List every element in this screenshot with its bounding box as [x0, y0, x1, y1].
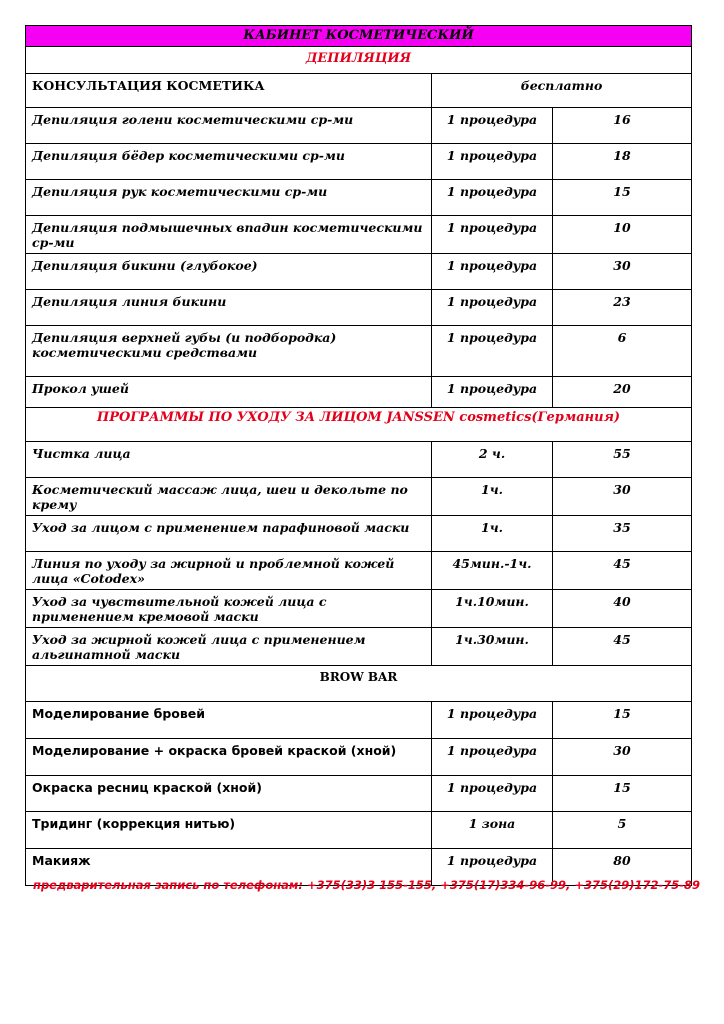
service-name: Линия по уходу за жирной и проблемной кожей лица «Cotodex»	[26, 552, 432, 590]
service-name: Прокол ушей	[26, 377, 432, 408]
table-row	[26, 776, 692, 812]
section-title-brow: BROW BAR	[26, 666, 692, 702]
brow-list	[26, 702, 692, 886]
service-name: Депиляция бёдер косметическими ср-ми	[26, 144, 432, 180]
service-unit: 1 зона	[432, 812, 553, 849]
service-price: 15	[553, 776, 692, 812]
table-row	[26, 812, 692, 849]
table-row	[26, 590, 692, 628]
section-row-face	[26, 408, 692, 442]
service-name: Депиляция линия бикини	[26, 290, 432, 326]
service-price: 30	[553, 739, 692, 776]
service-price: 10	[553, 216, 692, 254]
service-price: 55	[553, 442, 692, 478]
consultation-price: бесплатно	[432, 74, 692, 108]
service-name: Депиляция голени косметическими ср-ми	[26, 108, 432, 144]
booking-note: предварительная запись по телефонам: +375(33)3 155-155, +375(17)334-96-99, +375(29)172-75-89	[33, 878, 701, 892]
price-list	[25, 25, 691, 886]
service-name: Депиляция бикини (глубокое)	[26, 254, 432, 290]
table-row	[26, 216, 692, 254]
service-price: 40	[553, 590, 692, 628]
service-unit: 1 процедура	[432, 377, 553, 408]
service-unit: 1 процедура	[432, 290, 553, 326]
table-row	[26, 739, 692, 776]
table-row	[26, 108, 692, 144]
depilation-list	[26, 108, 692, 408]
table-row	[26, 628, 692, 666]
service-price: 23	[553, 290, 692, 326]
service-price: 16	[553, 108, 692, 144]
service-price: 35	[553, 516, 692, 552]
table-row	[26, 377, 692, 408]
service-price: 30	[553, 254, 692, 290]
table-row	[26, 442, 692, 478]
page-title: КАБИНЕТ КОСМЕТИЧЕСКИЙ	[26, 26, 692, 47]
section-title-face: ПРОГРАММЫ ПО УХОДУ ЗА ЛИЦОМ JANSSEN cosmetics(Германия)	[26, 408, 692, 442]
section-title-depilation: ДЕПИЛЯЦИЯ	[26, 47, 692, 74]
service-unit: 1 процедура	[432, 776, 553, 812]
table-row	[26, 180, 692, 216]
service-name: Моделирование + окраска бровей краской (хной)	[26, 739, 432, 776]
service-price: 45	[553, 628, 692, 666]
service-price: 80	[553, 849, 692, 886]
table-row	[26, 144, 692, 180]
service-price: 20	[553, 377, 692, 408]
table-row	[26, 478, 692, 516]
service-unit: 1 процедура	[432, 702, 553, 739]
service-unit: 1 процедура	[432, 254, 553, 290]
service-price: 15	[553, 702, 692, 739]
service-name: Депиляция подмышечных впадин косметическими ср-ми	[26, 216, 432, 254]
service-unit: 45мин.-1ч.	[432, 552, 553, 590]
service-unit: 2 ч.	[432, 442, 553, 478]
title-row	[26, 26, 692, 47]
table-row	[26, 702, 692, 739]
price-table	[25, 25, 692, 886]
service-unit: 1 процедура	[432, 739, 553, 776]
service-name: Уход за жирной кожей лица с применением альгинатной маски	[26, 628, 432, 666]
service-price: 18	[553, 144, 692, 180]
service-name: Моделирование бровей	[26, 702, 432, 739]
service-price: 30	[553, 478, 692, 516]
service-unit: 1 процедура	[432, 849, 553, 886]
service-name: Косметический массаж лица, шеи и декольте по крему	[26, 478, 432, 516]
table-row	[26, 290, 692, 326]
service-unit: 1 процедура	[432, 144, 553, 180]
consultation-row	[26, 74, 692, 108]
service-price: 5	[553, 812, 692, 849]
service-name: Депиляция рук косметическими ср-ми	[26, 180, 432, 216]
face-list	[26, 442, 692, 666]
service-name: Окраска ресниц краской (хной)	[26, 776, 432, 812]
consultation-name: КОНСУЛЬТАЦИЯ КОСМЕТИКА	[26, 74, 432, 108]
section-row-depilation	[26, 47, 692, 74]
table-row	[26, 552, 692, 590]
section-row-brow	[26, 666, 692, 702]
service-name: Макияж	[26, 849, 432, 886]
service-unit: 1ч.10мин.	[432, 590, 553, 628]
service-price: 15	[553, 180, 692, 216]
service-name: Тридинг (коррекция нитью)	[26, 812, 432, 849]
table-row	[26, 516, 692, 552]
service-price: 45	[553, 552, 692, 590]
service-name: Чистка лица	[26, 442, 432, 478]
service-price: 6	[553, 326, 692, 377]
service-unit: 1ч.	[432, 478, 553, 516]
table-row	[26, 254, 692, 290]
service-unit: 1 процедура	[432, 216, 553, 254]
service-name: Депиляция верхней губы (и подбородка) косметическими средствами	[26, 326, 432, 377]
service-unit: 1 процедура	[432, 108, 553, 144]
service-unit: 1 процедура	[432, 180, 553, 216]
service-name: Уход за чувствительной кожей лица с применением кремовой маски	[26, 590, 432, 628]
service-unit: 1 процедура	[432, 326, 553, 377]
table-row	[26, 326, 692, 377]
service-unit: 1ч.30мин.	[432, 628, 553, 666]
service-name: Уход за лицом с применением парафиновой маски	[26, 516, 432, 552]
service-unit: 1ч.	[432, 516, 553, 552]
